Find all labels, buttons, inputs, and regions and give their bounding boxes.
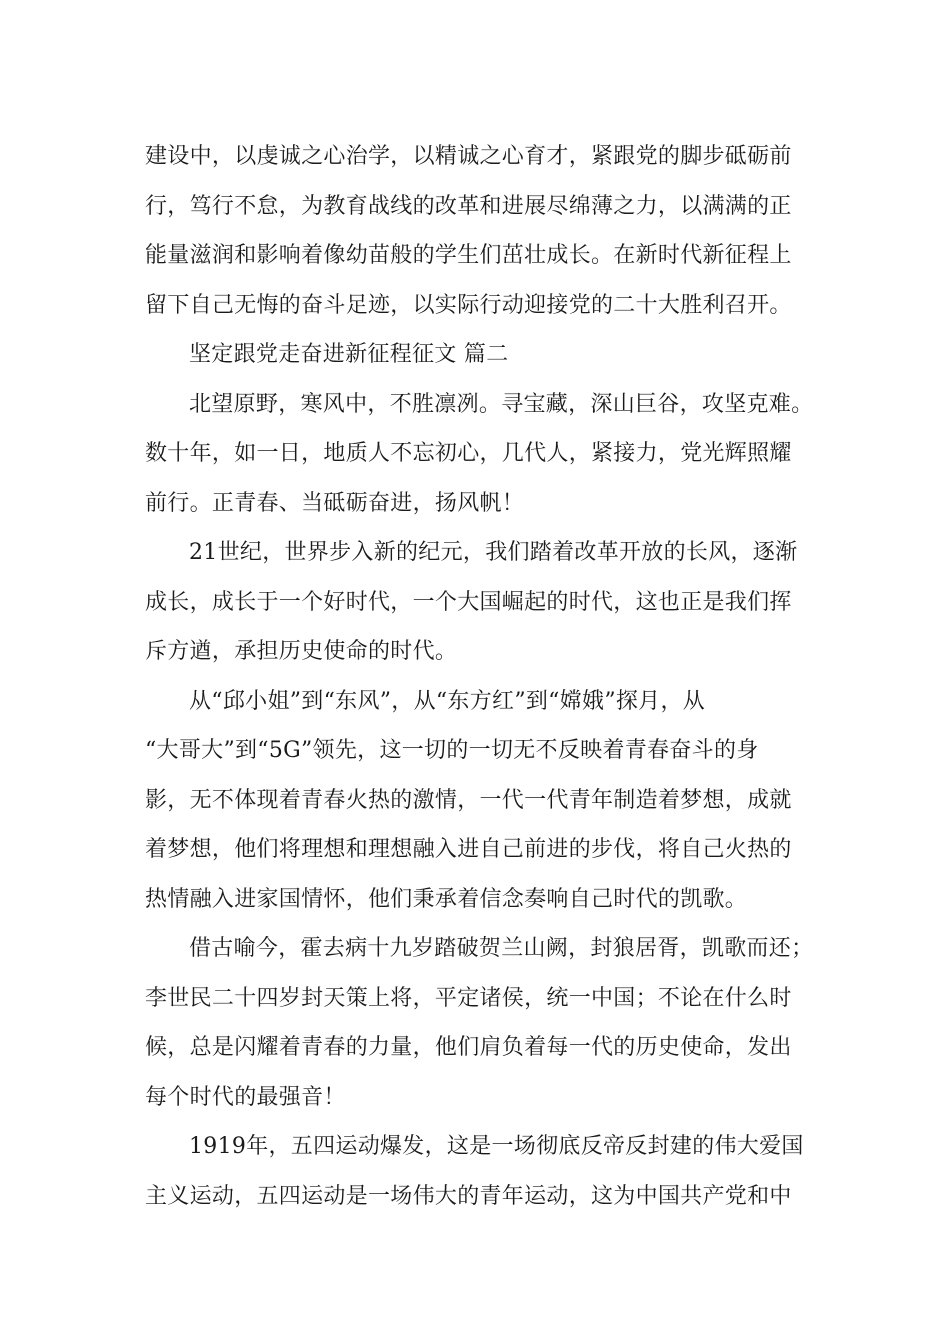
text-line: 候，总是闪耀着青春的力量，他们肩负着每一代的历史使命，发出 — [145, 1035, 792, 1060]
text-line: 着梦想，他们将理想和理想融入进自己前进的步伐，将自己火热的 — [145, 837, 792, 862]
text-line: 北望原野，寒风中，不胜凛冽。寻宝藏，深山巨谷，攻坚克难。 — [189, 391, 814, 417]
text-line: 借古喻今，霍去病十九岁踏破贺兰山阙，封狼居胥，凯歌而还； — [189, 936, 814, 961]
text-line: 影，无不体现着青春火热的激情，一代一代青年制造着梦想，成就 — [145, 787, 792, 813]
text-line: 前行。正青春、当砥砺奋进，扬风帆！ — [145, 490, 525, 516]
text-line: 能量滋润和影响着像幼苗般的学生们茁壮成长。在新时代新征程上 — [145, 243, 792, 268]
text-line: 1919年，五四运动爆发，这是一场彻底反帝反封建的伟大爱国 — [189, 1134, 804, 1159]
text-line: 每个时代的最强音！ — [145, 1084, 346, 1110]
text-line: 斥方遒，承担历史使命的时代。 — [145, 639, 458, 664]
text-line: 行，笃行不怠，为教育战线的改革和进展尽绵薄之力，以满满的正 — [145, 193, 792, 219]
text-line: “大哥大”到“5G”领先，这一切的一切无不反映着青春奋斗的身 — [145, 738, 759, 763]
text-line: 热情融入进家国情怀，他们秉承着信念奏响自己时代的凯歌。 — [145, 886, 748, 912]
text-line: 成长，成长于一个好时代，一个大国崛起的时代，这也正是我们挥 — [145, 589, 792, 615]
text-line: 从“邱小姐”到“东风”，从“东方红”到“嫦娥”探月，从 — [189, 688, 706, 714]
text-line: 数十年，如一日，地质人不忘初心，几代人，紧接力，党光辉照耀 — [145, 441, 792, 466]
text-line: 21世纪，世界步入新的纪元，我们踏着改革开放的长风，逐渐 — [189, 540, 798, 565]
section-heading: 坚定跟党走奋进新征程征文 篇二 — [189, 342, 509, 367]
text-line: 李世民二十四岁封天策上将，平定诸侯，统一中国；不论在什么时 — [145, 985, 792, 1011]
text-line: 主义运动，五四运动是一场伟大的青年运动，这为中国共产党和中 — [145, 1183, 792, 1209]
text-line: 留下自己无悔的奋斗足迹，以实际行动迎接党的二十大胜利召开。 — [145, 292, 792, 318]
document-body — [145, 132, 825, 1221]
text-line: 建设中，以虔诚之心治学，以精诚之心育才，紧跟党的脚步砥砺前 — [145, 144, 792, 169]
